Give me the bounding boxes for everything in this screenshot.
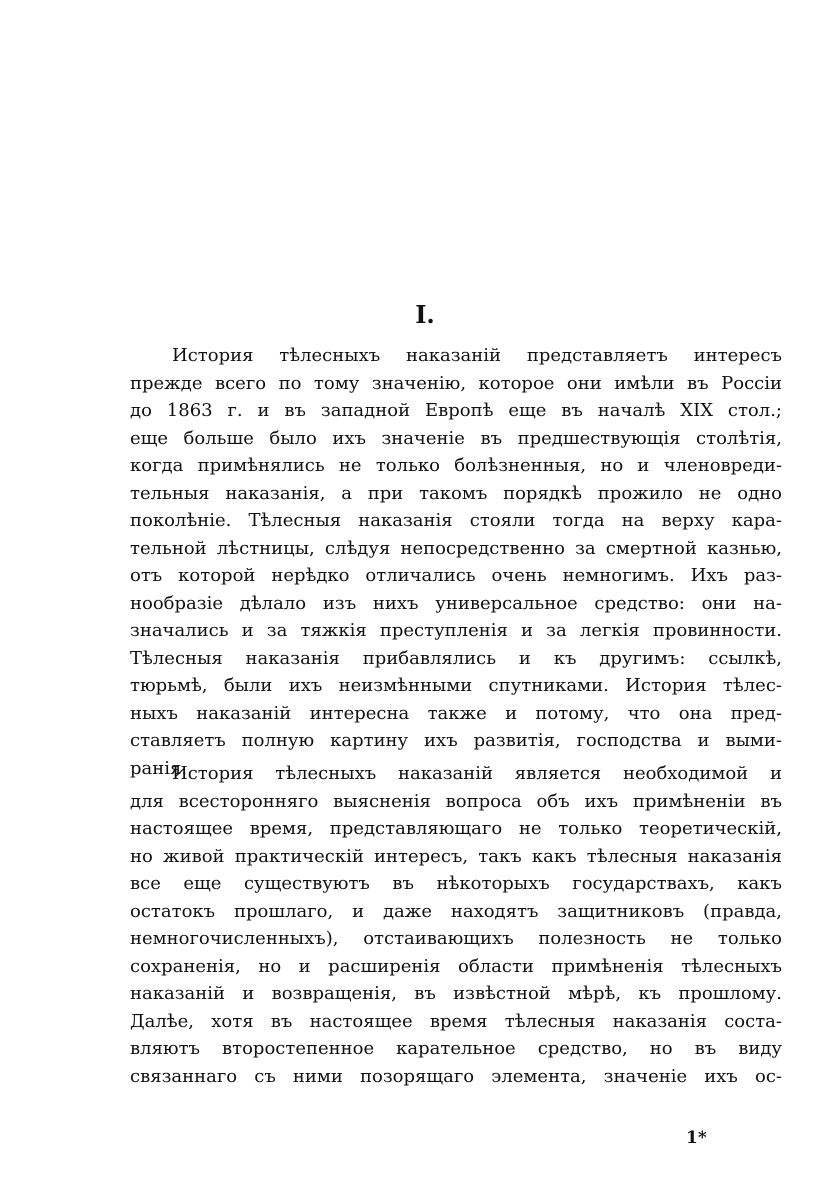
chapter-heading: I. bbox=[415, 300, 435, 329]
text-line: сохраненія, но и расширенія области примѣненія тѣлесныхъ bbox=[130, 955, 782, 977]
text-line: нообразіе дѣлало изъ нихъ универсальное средство: они на- bbox=[130, 592, 782, 614]
text-line: прежде всего по тому значенію, которое они имѣли въ Россіи bbox=[130, 372, 782, 394]
text-line: История тѣлесныхъ наказаній представляетъ интересъ bbox=[172, 345, 782, 366]
text-line: тельной лѣстницы, слѣдуя непосредственно за смертной казнью, bbox=[130, 537, 782, 559]
text-line: но живой практическій интересъ, такъ какъ тѣлесныя наказанія bbox=[130, 845, 782, 867]
text-line: ранія. bbox=[130, 757, 188, 779]
text-line: ставляетъ полную картину ихъ развитія, господства и выми- bbox=[130, 730, 782, 751]
text-line: тельныя наказанія, а при такомъ порядкѣ прожило не одно bbox=[130, 482, 782, 504]
text-line: немногочисленныхъ), отстаивающихъ полезность не только bbox=[130, 928, 782, 949]
text-line: для всесторонняго выясненія вопроса объ ихъ примѣненіи въ bbox=[130, 790, 782, 812]
text-line: связаннаго съ ними позорящаго элемента, значеніе ихъ ос- bbox=[130, 1065, 782, 1087]
text-line: остатокъ прошлаго, и даже находятъ защитниковъ (правда, bbox=[130, 900, 782, 922]
text-line: поколѣніе. Тѣлесныя наказанія стояли тогда на верху кара- bbox=[130, 510, 782, 531]
text-line: когда примѣнялись не только болѣзненныя, но и членовреди- bbox=[130, 455, 782, 476]
text-line: Тѣлесныя наказанія прибавлялись и къ другимъ: ссылкѣ, bbox=[130, 647, 782, 669]
page-number: 1* bbox=[686, 1128, 707, 1148]
text-line: значались и за тяжкія преступленія и за легкія провинности. bbox=[130, 620, 782, 641]
text-line: наказаній и возвращенія, въ извѣстной мѣрѣ, къ прошлому. bbox=[130, 983, 782, 1004]
text-line: тюрьмѣ, были ихъ неизмѣнными спутниками. История тѣлес- bbox=[130, 675, 782, 696]
text-line: до 1863 г. и въ западной Европѣ еще въ началѣ XIX стол.; bbox=[130, 400, 782, 421]
text-line: отъ которой нерѣдко отличались очень немногимъ. Ихъ раз- bbox=[130, 565, 782, 586]
text-line: еще больше было ихъ значеніе въ предшествующія столѣтія, bbox=[130, 427, 782, 449]
paragraph-1 bbox=[130, 342, 782, 782]
text-line: вляютъ второстепенное карательное средство, но въ виду bbox=[130, 1038, 782, 1059]
paragraph-2 bbox=[130, 760, 782, 1090]
text-line: Далѣе, хотя въ настоящее время тѣлесныя наказанія соста- bbox=[130, 1010, 782, 1032]
text-line: настоящее время, представляющаго не только теоретическій, bbox=[130, 818, 782, 839]
text-line: ныхъ наказаній интересна также и потому, что она пред- bbox=[130, 702, 782, 724]
text-line: История тѣлесныхъ наказаній является необходимой и bbox=[172, 763, 782, 784]
text-line: все еще существуютъ въ нѣкоторыхъ государствахъ, какъ bbox=[130, 873, 782, 894]
